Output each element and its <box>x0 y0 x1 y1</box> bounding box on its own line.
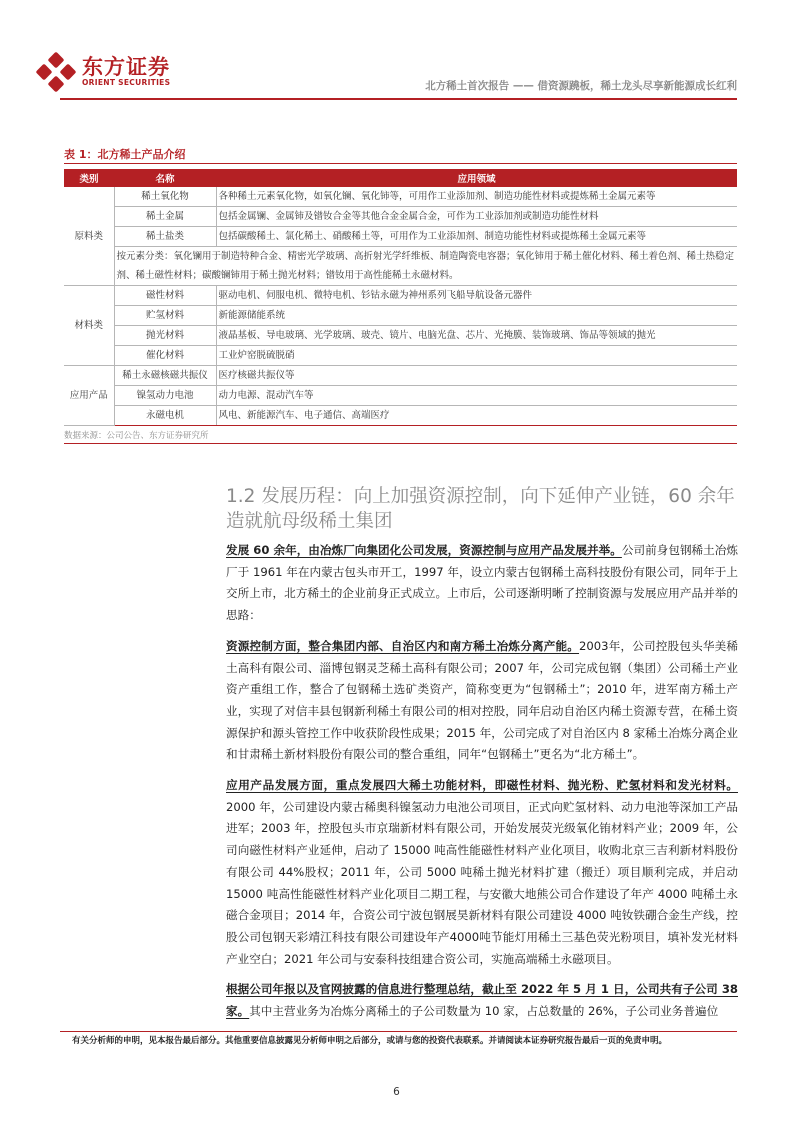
paragraph <box>226 636 738 766</box>
product-application: 动力电源、混动汽车等 <box>216 386 737 406</box>
paragraph-body: 2000 年，公司建设内蒙古稀奥科镍氢动力电池公司项目，正式向贮氢材料、动力电池等深加工产品进军；2003 年，控股包头市京瑞新材料有限公司，开始发展荧光级氧化铕材料产业；2009 年，公司向磁性材料产业延伸，启动了 15000 吨高性能磁性材料产业化项目，收购北京三吉利新材料股份有限公司 44%股权；2011 年，公司 5000 吨稀土抛光材料扩建（搬迁）项目顺利完成，并启动 15000 吨高性能磁性材料产业化项目二期工程，与安徽大地熊公司合作建设了年产 4000 吨稀土永磁合金项目；2014 年，合资公司宁波包钢展昊新材料有限公司建设 4000 吨钕铁硼合金生产线，控股公司包钢天彩靖江科技有限公司建设年产4000吨节能灯用稀土三基色荧光粉项目，填补发光材料产业空白；2021 年公司与安泰科技组建合资公司，实施高端稀土永磁项目。 <box>226 799 738 966</box>
product-application: 工业炉窑脱硫脱硝 <box>216 346 737 366</box>
product-application: 驱动电机、伺服电机、微特电机、钐钴永磁为神州系列飞船导航设备元器件 <box>216 286 737 306</box>
product-name: 永磁电机 <box>114 406 216 426</box>
paragraph <box>226 540 738 627</box>
paragraph-lead: 根据公司年报以及官网披露的信息进行整理总结，截止至 2022 年 5 月 1 日，公司共有子公司 38 家。 <box>226 982 738 1019</box>
table-source: 数据来源：公司公告、东方证券研究所 <box>64 431 209 441</box>
source-divider <box>64 443 737 444</box>
table-caption: 表 1：北方稀土产品介绍 <box>64 148 186 161</box>
table-row <box>64 326 737 346</box>
header-application: 应用领域 <box>216 169 737 187</box>
product-name: 稀土盐类 <box>114 227 216 247</box>
product-name: 镍氢动力电池 <box>114 386 216 406</box>
product-application: 医疗核磁共振仪等 <box>216 366 737 386</box>
product-application: 新能源储能系统 <box>216 306 737 326</box>
table-row <box>64 286 737 306</box>
table-header-row <box>64 169 737 187</box>
product-name: 贮氢材料 <box>114 306 216 326</box>
product-application: 包括金属镧、金属铈及镨钕合金等其他合金金属合金，可作为工业添加剂或制造功能性材料 <box>216 207 737 227</box>
paragraph-body: 2003年，公司控股包头华美稀土高科有限公司、淄博包钢灵芝稀土高科有限公司；2007 年，公司完成包钢（集团）公司稀土产业资产重组工作，整合了包钢稀土选矿类资产，简称变更为“包钢稀土”；2010 年，进军南方稀土产业，实现了对信丰县包钢新利稀土有限公司的相对控股，同年启动自治区内稀土资源专营，在稀土资源保护和源头管控工作中收获阶段性成果；2015 年，公司完成了对自治区内 8 家稀土冶炼分离企业和甘肃稀土新材料股份有限公司的整合重组，同年“包钢稀土”更名为“北方稀土”。 <box>226 638 738 762</box>
table-row <box>64 227 737 247</box>
product-name: 稀土金属 <box>114 207 216 227</box>
product-name: 稀土氧化物 <box>114 187 216 207</box>
table-row <box>64 366 737 386</box>
table-row <box>64 406 737 426</box>
table-row <box>64 207 737 227</box>
category-cell: 原料类 <box>64 187 114 286</box>
category-cell: 材料类 <box>64 286 114 366</box>
section-title: 1.2 发展历程：向上加强资源控制，向下延伸产业链，60 余年造就航母级稀土集团 <box>226 486 735 532</box>
orient-logo-icon <box>36 52 76 92</box>
caption-divider <box>64 163 737 164</box>
paragraph-lead: 发展 60 余年，由冶炼厂向集团化公司发展，资源控制与应用产品发展并举。 <box>226 543 622 557</box>
logo-chinese-text: 东方证券 <box>82 55 170 79</box>
body-text <box>226 540 738 1032</box>
company-logo <box>36 50 170 94</box>
paragraph-lead: 应用产品发展方面，重点发展四大稀土功能材料，即磁性材料、抛光粉、贮氢材料和发光材料。 <box>226 778 738 793</box>
header-name: 名称 <box>114 169 216 187</box>
header-category: 类别 <box>64 169 114 187</box>
paragraph <box>226 979 738 1022</box>
header-divider <box>60 98 737 100</box>
page-number: 6 <box>393 1086 400 1098</box>
product-application: 各种稀土元素氧化物，如氧化镧、氧化铈等，可用作工业添加剂、制造功能性材料或提炼稀土金属元素等 <box>216 187 737 207</box>
footer-divider <box>60 1031 737 1032</box>
product-application: 风电、新能源汽车、电子通信、高端医疗 <box>216 406 737 426</box>
category-cell: 应用产品 <box>64 366 114 426</box>
product-name: 催化材料 <box>114 346 216 366</box>
table-row <box>64 386 737 406</box>
paragraph-body: 公司前身包钢稀土冶炼厂于 1961 年在内蒙古包头市开工，1997 年，设立内蒙古包钢稀土高科技股份有限公司，同年于上交所上市，北方稀土的企业前身正式成立。上市后，公司逐渐明晰了控制资源与发展应用产品并举的思路： <box>226 543 738 623</box>
product-name: 抛光材料 <box>114 326 216 346</box>
product-application: 液晶基板、导电玻璃、光学玻璃、玻壳、镜片、电脑光盘、芯片、光掩膜、装饰玻璃、饰品等领域的抛光 <box>216 326 737 346</box>
paragraph-lead: 资源控制方面，整合集团内部、自治区内和南方稀土冶炼分离产能。 <box>226 638 580 653</box>
disclaimer: 有关分析师的申明，见本报告最后部分。其他重要信息披露见分析师申明之后部分，或请与您的投资代表联系。并请阅读本证券研究报告最后一页的免责申明。 <box>72 1036 668 1046</box>
product-table <box>64 169 737 426</box>
table-row <box>64 187 737 207</box>
table-row <box>64 346 737 366</box>
element-classification-note: 按元素分类：氧化镧用于制造特种合金、精密光学玻璃、高折射光学纤维板、制造陶瓷电容器；氧化铈用于稀土催化材料、稀土着色剂、稀土热稳定剂、稀土磁性材料；碳酸镧铈用于稀土抛光材料；镨钕用于高性能稀土永磁材料。 <box>114 247 737 286</box>
product-application: 包括碳酸稀土、氯化稀土、硝酸稀土等，可用作为工业添加剂、制造功能性材料或提炼稀土金属元素等 <box>216 227 737 247</box>
product-name: 稀土永磁核磁共振仪 <box>114 366 216 386</box>
logo-english-text: ORIENT SECURITIES <box>82 78 171 87</box>
product-name: 磁性材料 <box>114 286 216 306</box>
table-row <box>64 247 737 286</box>
paragraph-body: 其中主营业务为冶炼分离稀土的子公司数量为 10 家，占总数量的 26%，子公司业务普遍位 <box>249 1004 719 1019</box>
paragraph <box>226 775 738 970</box>
report-title: 北方稀土首次报告 —— 借资源蹺板，稀土龙头尽享新能源成长红利 <box>425 80 737 92</box>
table-row <box>64 306 737 326</box>
